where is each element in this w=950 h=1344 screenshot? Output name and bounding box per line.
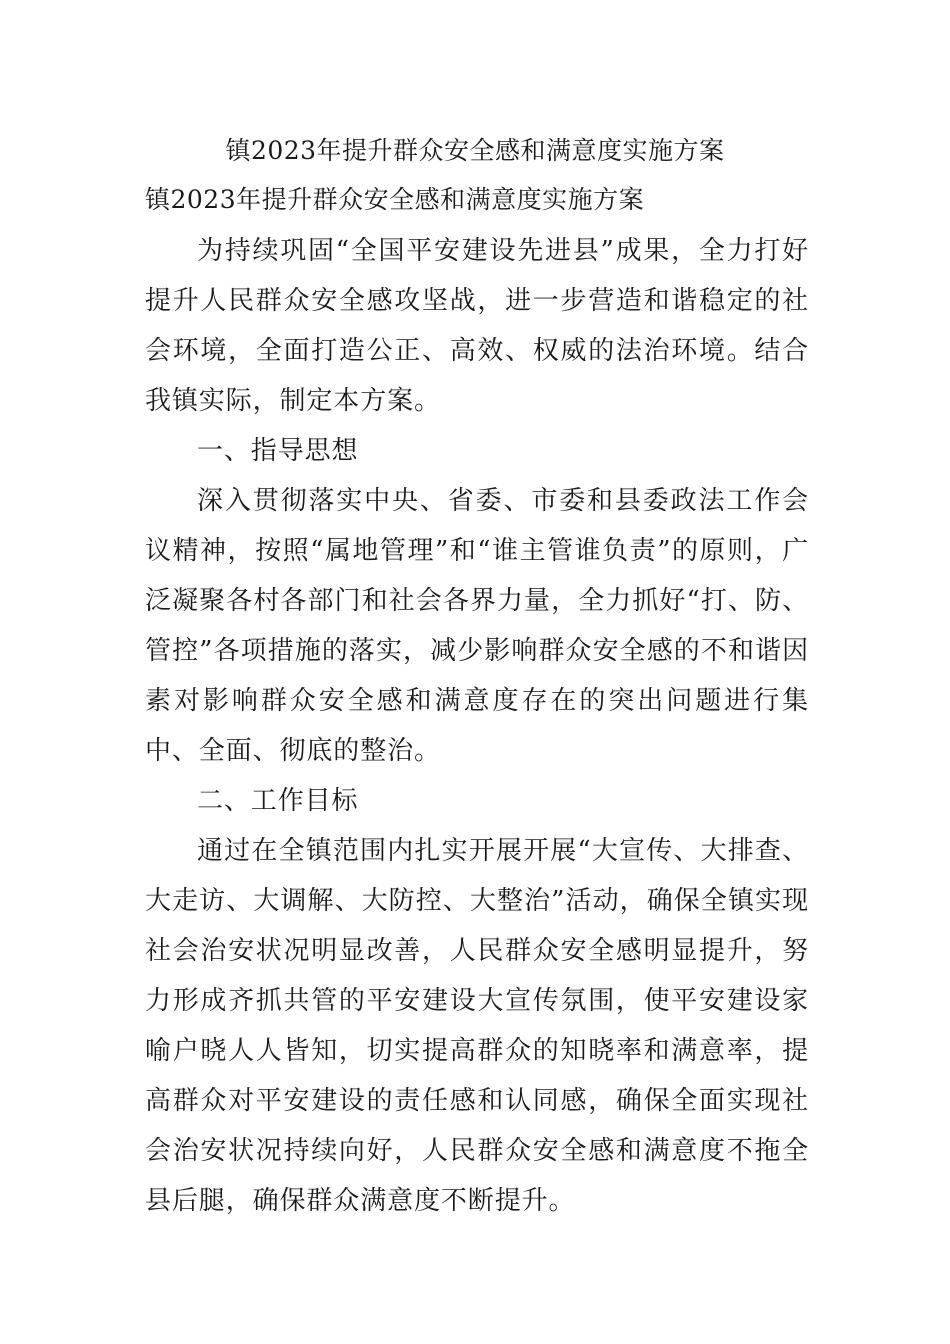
section-heading-guiding-ideology: 一、指导思想	[197, 436, 359, 466]
section-heading-work-goals: 二、工作目标	[197, 786, 359, 816]
document-title: 镇2023年提升群众安全感和满意度实施方案	[225, 136, 725, 165]
document-body	[145, 180, 809, 1226]
section-body-work-goals: 通过在全镇范围内扎实开展开展“大宣传、大排查、大走访、大调解、大防控、大整治”活动，确保全镇实现社会治安状况明显改善，人民群众安全感明显提升，努力形成齐抓共管的平安建设大宣传氛围，使平安建设家喻户晓人人皆知，切实提高群众的知晓率和满意率，提高群众对平安建设的责任感和认同感，确保全面实现社会治安状况持续向好，人民群众安全感和满意度不拖全县后腿，确保群众满意度不断提升。	[145, 836, 809, 1216]
document-subtitle: 镇2023年提升群众安全感和满意度实施方案	[145, 185, 645, 214]
section-body-guiding-ideology: 深入贯彻落实中央、省委、市委和县委政法工作会议精神，按照“属地管理”和“谁主管谁负责”的原则，广泛凝聚各村各部门和社会各界力量，全力抓好“打、防、管控”各项措施的落实，减少影响群众安全感的不和谐因素对影响群众安全感和满意度存在的突出问题进行集中、全面、彻底的整治。	[145, 486, 809, 766]
intro-paragraph: 为持续巩固“全国平安建设先进县”成果，全力打好提升人民群众安全感攻坚战，进一步营造和谐稳定的社会环境，全面打造公正、高效、权威的法治环境。结合我镇实际，制定本方案。	[145, 236, 809, 416]
